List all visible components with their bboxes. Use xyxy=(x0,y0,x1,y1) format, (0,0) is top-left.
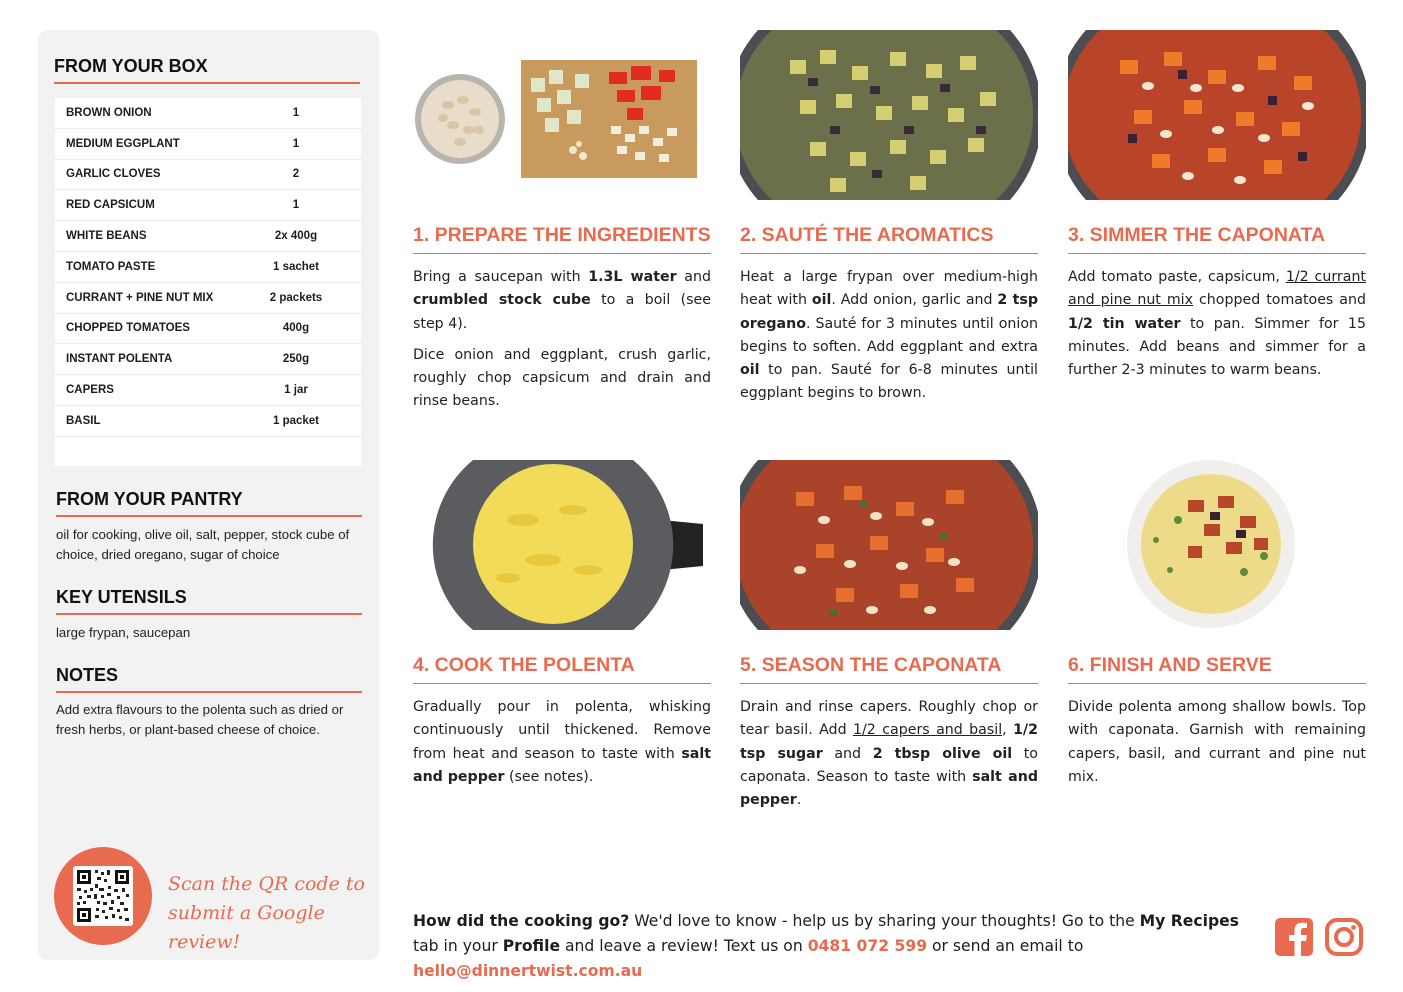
footer-text-2: tab in your xyxy=(413,937,503,955)
ingredient-qty: 1 sachet xyxy=(272,260,320,273)
ingredient-qty: 250g xyxy=(282,353,310,366)
ingredient-name: WHITE BEANS xyxy=(66,230,147,243)
table-row xyxy=(55,98,361,129)
step-1-para-2 xyxy=(413,344,711,414)
bold-text: oil xyxy=(740,362,760,379)
step-5-title: 5. SEASON THE CAPONATA xyxy=(740,654,1038,684)
bold-text: oil xyxy=(811,292,832,309)
from-your-box-title: FROM YOUR BOX xyxy=(54,56,360,84)
underlined-text: 1/2 currant and pine nut mix xyxy=(1068,269,1366,309)
table-row xyxy=(55,190,361,221)
ingredient-name: INSTANT POLENTA xyxy=(66,353,173,366)
text-run: to pan. Simmer for 15 minutes. Add beans and simmer for a further 2-3 minutes to warm beans. xyxy=(1068,315,1366,379)
text-run: Dice onion and eggplant, crush garlic, roughly chop capsicum and drain and rinse beans. xyxy=(413,346,711,410)
ingredient-name: CHOPPED TOMATOES xyxy=(66,322,190,335)
text-run: , xyxy=(1002,722,1014,739)
step-4-image xyxy=(413,460,711,630)
text-run: and xyxy=(676,269,712,285)
ingredient-qty: 1 xyxy=(292,199,300,212)
step-3-body xyxy=(1068,266,1366,390)
ingredient-qty: 2 xyxy=(292,168,300,181)
text-run: Heat a large frypan over medium-high heat with xyxy=(740,269,1038,309)
step-1-para-1 xyxy=(413,266,711,336)
ingredient-name: CAPERS xyxy=(66,384,114,397)
notes-title: NOTES xyxy=(56,665,362,693)
table-row xyxy=(55,344,361,375)
text-run: to caponata. Season to taste with xyxy=(740,745,1038,785)
ingredient-qty: 2x 400g xyxy=(274,230,318,243)
table-row xyxy=(55,160,361,191)
ingredient-name: MEDIUM EGGPLANT xyxy=(66,137,180,150)
step-3-para-1 xyxy=(1068,266,1366,382)
phone-link[interactable]: 0481 072 599 xyxy=(807,937,928,955)
ingredient-name: BASIL xyxy=(66,414,101,427)
profile-text: Profile xyxy=(502,937,561,955)
step-6-image xyxy=(1068,460,1366,630)
step-4-body xyxy=(413,696,711,797)
ingredients-table xyxy=(55,98,361,466)
step-1-body xyxy=(413,266,711,422)
utensils-text: large frypan, saucepan xyxy=(56,625,191,640)
email-link[interactable]: hello@dinnertwist.com.au xyxy=(413,962,643,980)
bold-text: 1.3L water xyxy=(588,269,677,285)
text-run: Divide polenta among shallow bowls. Top with caponata. Garnish with remaining capers, basil, and currant and pine nut mix. xyxy=(1068,699,1366,785)
instagram-icon[interactable] xyxy=(1325,918,1363,956)
step-1-image xyxy=(413,30,711,200)
bold-text: 2 tbsp olive oil xyxy=(872,745,1013,762)
sidebar xyxy=(38,30,379,960)
bold-text: salt and pepper xyxy=(413,745,711,785)
table-row xyxy=(55,129,361,160)
ingredient-name: GARLIC CLOVES xyxy=(66,168,161,181)
text-run: and xyxy=(822,745,873,762)
facebook-icon[interactable] xyxy=(1275,918,1313,956)
text-run: . Sauté for 3 minutes until onion begins to soften. Add eggplant and extra xyxy=(740,315,1038,355)
text-run: (see notes). xyxy=(504,768,594,785)
ingredient-qty: 2 packets xyxy=(269,291,323,304)
footer-text-3: and leave a review! Text us on xyxy=(560,937,808,955)
step-5-body xyxy=(740,696,1038,820)
step-6-body xyxy=(1068,696,1366,797)
pantry-text: oil for cooking, olive oil, salt, pepper, stock cube of choice, dried oregano, sugar of choice xyxy=(56,527,350,562)
text-run: . Add onion, garlic and xyxy=(831,292,998,309)
step-4-para-1 xyxy=(413,696,711,789)
ingredient-name: BROWN ONION xyxy=(66,106,152,119)
qr-caption-line-1: Scan the QR code to xyxy=(168,873,365,895)
step-2-body xyxy=(740,266,1038,414)
step-2-title: 2. SAUTÉ THE AROMATICS xyxy=(740,224,1038,254)
step-6-title: 6. FINISH AND SERVE xyxy=(1068,654,1366,684)
step-2-image xyxy=(740,30,1038,200)
text-run: to a boil (see step 4). xyxy=(413,292,711,332)
text-run: to pan. Sauté for 6-8 minutes until eggplant begins to brown. xyxy=(740,362,1038,402)
footer-text-4: or send an email to xyxy=(927,937,1084,955)
text-run: Add tomato paste, capsicum, xyxy=(1068,269,1286,285)
bold-text: 2 tsp oregano xyxy=(740,292,1038,332)
ingredient-name: RED CAPSICUM xyxy=(66,199,155,212)
step-5-para-1 xyxy=(740,696,1038,812)
step-5-image xyxy=(740,460,1038,630)
text-run: Drain and rinse capers. Roughly chop or tear basil. Add xyxy=(740,699,1038,739)
ingredient-qty: 1 xyxy=(292,137,300,150)
ingredient-qty: 400g xyxy=(282,322,310,335)
table-row xyxy=(55,283,361,314)
notes-text: Add extra flavours to the polenta such as dried or fresh herbs, or plant-based cheese of choice. xyxy=(56,702,344,737)
step-6-para-1 xyxy=(1068,696,1366,789)
key-utensils-title: KEY UTENSILS xyxy=(56,587,362,615)
ingredient-name: TOMATO PASTE xyxy=(66,260,156,273)
table-row xyxy=(55,406,361,437)
ingredient-qty: 1 xyxy=(292,106,300,119)
bold-text: crumbled stock cube xyxy=(413,292,591,309)
ingredient-qty: 1 packet xyxy=(272,414,320,427)
ingredient-qty: 1 jar xyxy=(284,384,308,397)
step-4-title: 4. COOK THE POLENTA xyxy=(413,654,711,684)
footer-text-1: We'd love to know - help us by sharing your thoughts! Go to the xyxy=(629,912,1140,930)
step-2-para-1 xyxy=(740,266,1038,406)
underlined-text: 1/2 capers and basil xyxy=(852,722,1003,739)
text-run: Gradually pour in polenta, whisking continuously until thickened. Remove from heat and season to taste with xyxy=(413,699,711,762)
qr-code[interactable] xyxy=(73,866,133,926)
from-your-pantry-title: FROM YOUR PANTRY xyxy=(56,489,362,517)
text-run: chopped tomatoes and xyxy=(1193,292,1366,309)
step-3-title: 3. SIMMER THE CAPONATA xyxy=(1068,224,1366,254)
ingredient-name: CURRANT + PINE NUT MIX xyxy=(66,291,214,304)
qr-caption xyxy=(168,870,368,957)
table-row xyxy=(55,314,361,345)
text-run: Bring a saucepan with xyxy=(413,269,589,285)
table-row xyxy=(55,375,361,406)
footer-question: How did the cooking go? xyxy=(413,912,630,930)
qr-caption-line-2: submit a Google review! xyxy=(168,902,325,953)
step-1-title: 1. PREPARE THE INGREDIENTS xyxy=(413,224,711,254)
table-row xyxy=(55,252,361,283)
bold-text: salt and pepper xyxy=(740,768,1038,809)
table-row xyxy=(55,221,361,252)
qr-badge xyxy=(54,847,152,945)
bold-text: 1/2 tsp sugar xyxy=(740,722,1038,762)
bold-text: 1/2 tin water xyxy=(1068,315,1181,332)
review-footer xyxy=(413,909,1263,984)
qr-code-icon xyxy=(73,866,133,926)
text-run: . xyxy=(796,792,802,809)
step-3-image xyxy=(1068,30,1366,200)
my-recipes-text: My Recipes xyxy=(1139,912,1239,930)
